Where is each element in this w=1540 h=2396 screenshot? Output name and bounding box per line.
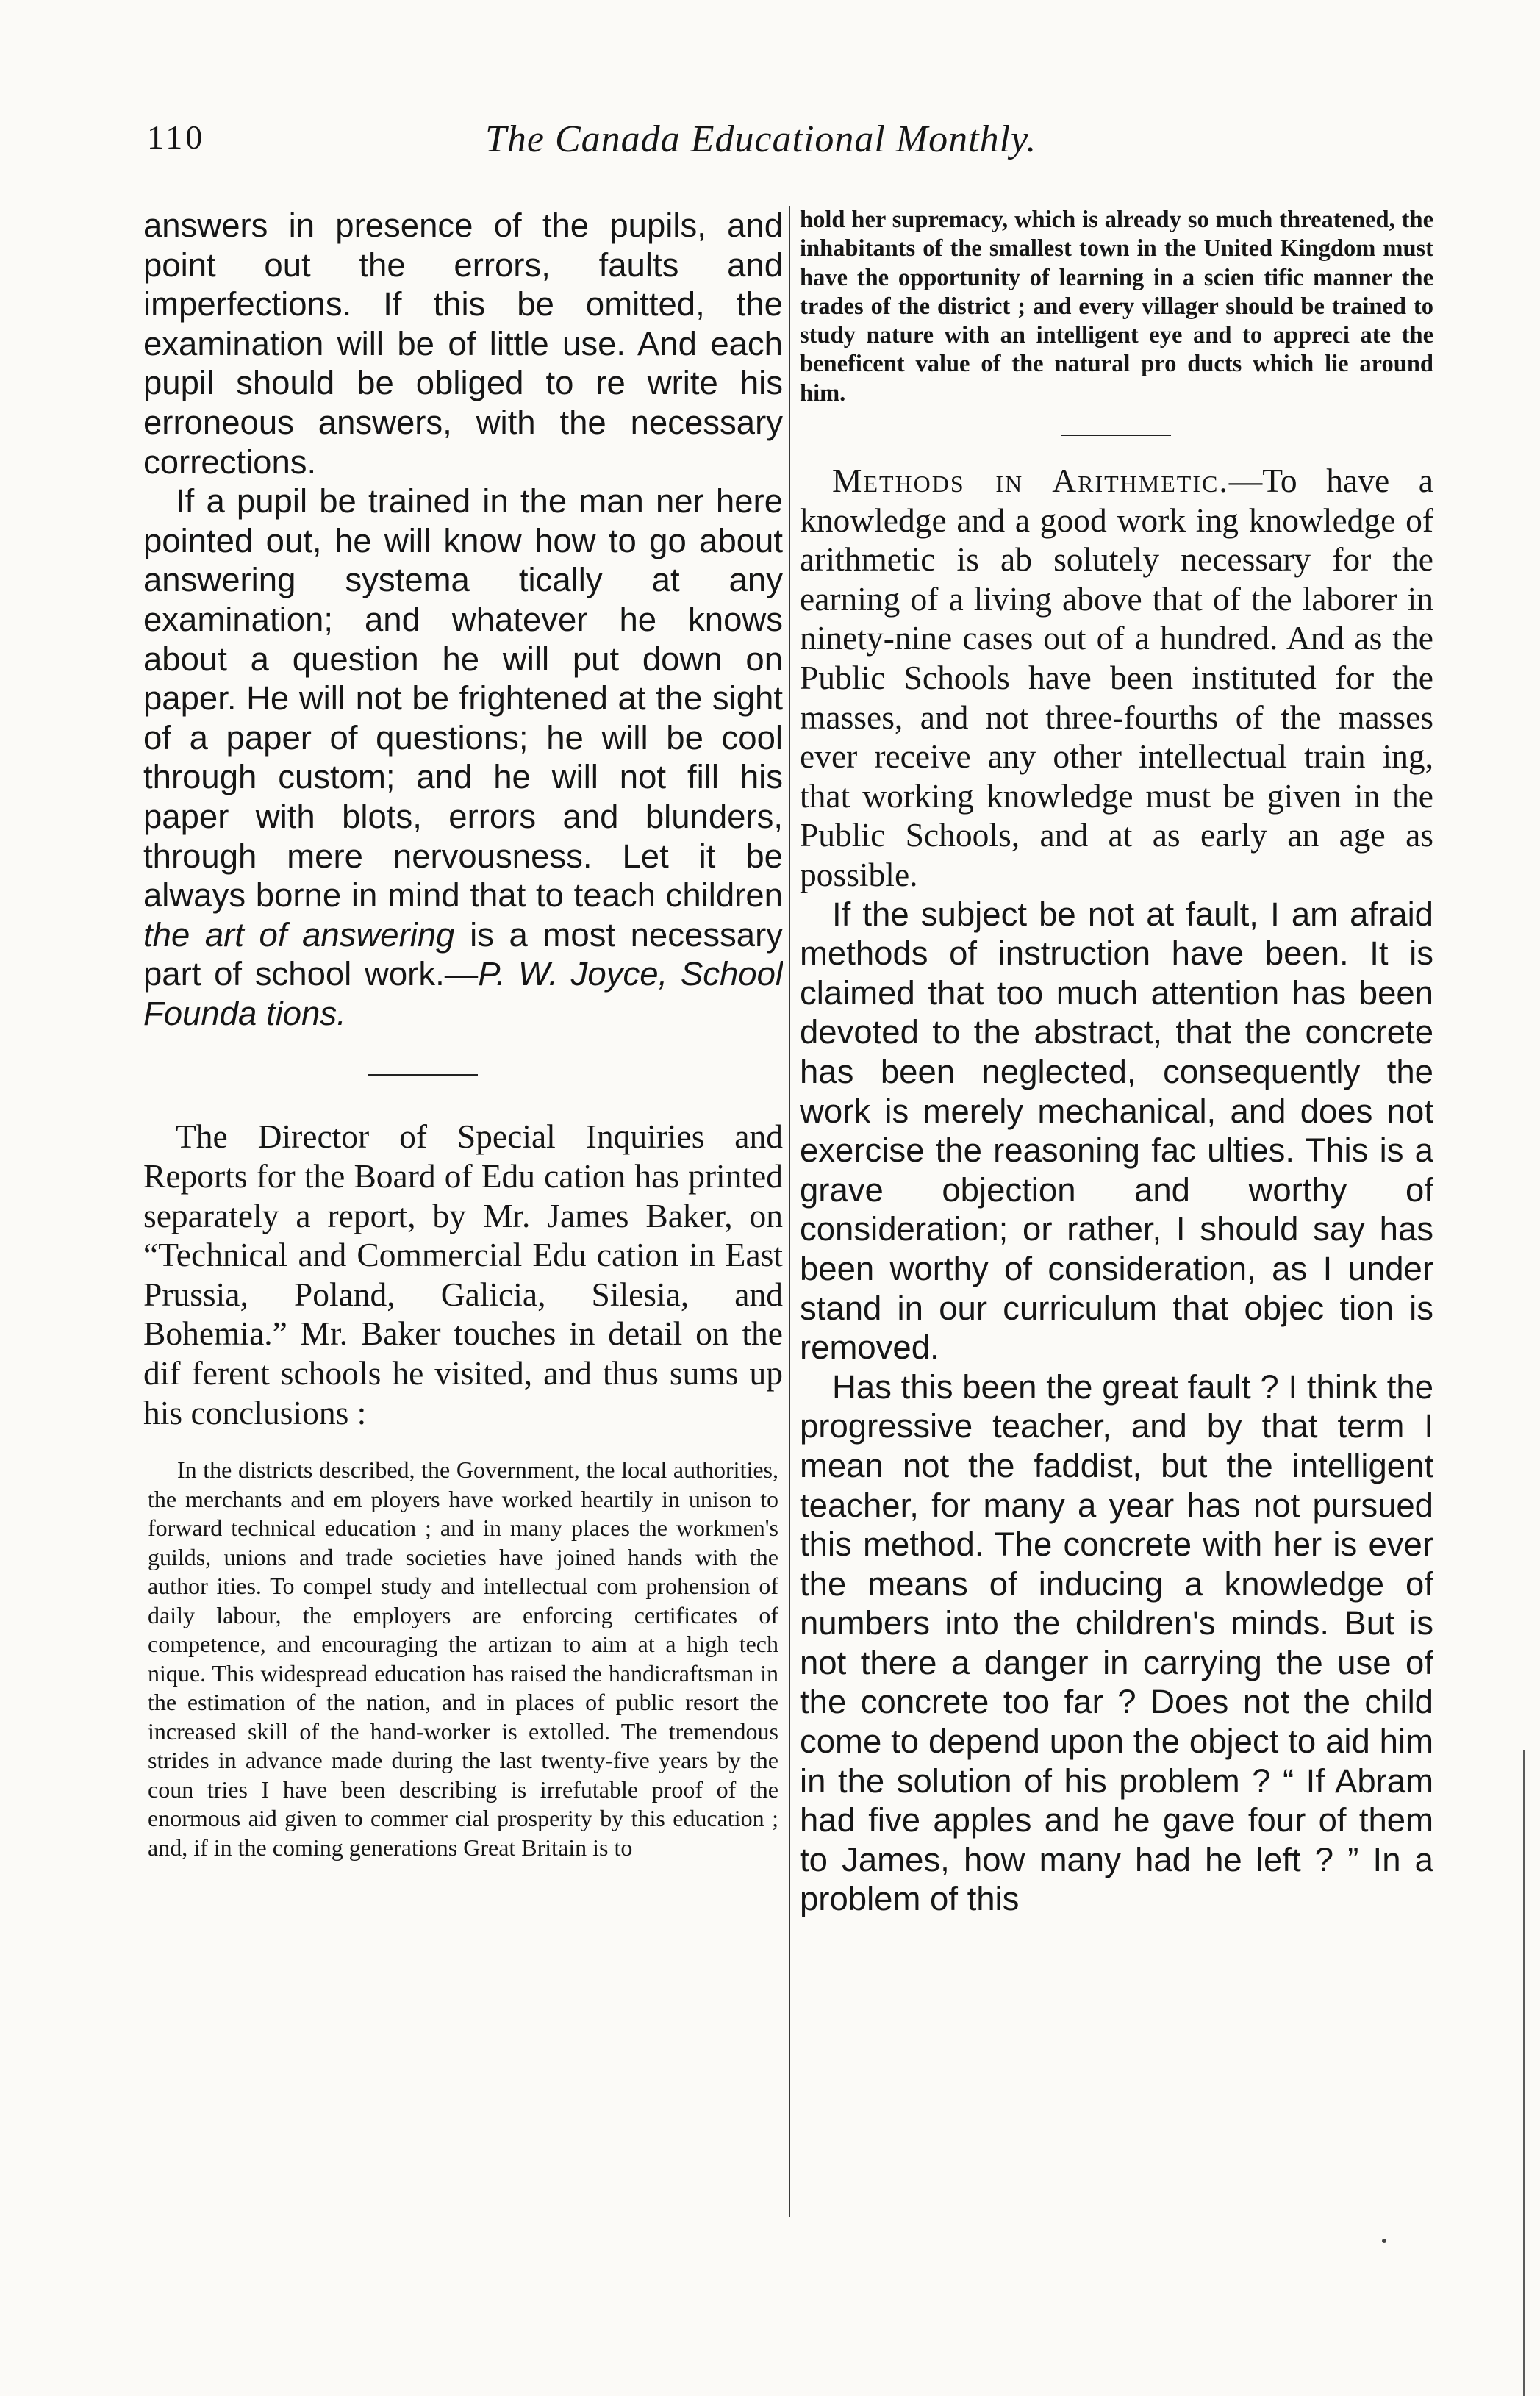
baker-quotation: In the districts described, the Government, the local authorities, the merchants and em ployers have worked heartily in unison to forward technical education ; and in many places the workmen's guilds, unions and trade societies have joined hands with the author ities. To compel study and intellectual com prohension of daily labour, the employers are enforcing certificates of competence, and encouraging the artizan to aim at a high tech nique. This widespread education has raised the handicraftsman in the estimation of the nation, and in places of public resort the increased skill of the hand-worker is extolled. The tremendous strides in advance made during the last twenty-five years by the coun tries I have been describing is irrefutable proof of the enormous aid given to commer cial prosperity by this education ; and, if in the coming generations Great Britain is to [148, 1456, 778, 1861]
page-number: 110 [147, 118, 206, 156]
arithmetic-paragraph-3: Has this been the great fault ? I think the progressive teacher, and by that term I mean not the faddist, but the intelligent teacher, for many a year has not pursued this method. The concrete with her is ever the means of inducing a knowledge of numbers into the children's minds. But is not there a danger in carrying the use of the concrete too far ? Does not the child come to depend upon the object to aid him in the solution of his problem ? “ If Abram had five apples and he gave four of them to James, how many had he left ? ” In a problem of this [800, 1367, 1433, 1918]
section-separator [368, 1074, 478, 1076]
baker-quotation-continued: hold her supremacy, which is already so much threatened, the inhabitants of the smallest town in the United Kingdom must have the opportunity of learning in a scien tific manner the trades of the district ; and every villager should be trained to study nature with an intelligent eye and to appreci ate the beneficent value of the natural pro ducts which lie around him. [800, 207, 1433, 407]
left-paragraph-3: The Director of Special Inquiries and Reports for the Board of Edu cation has printed separately a report, by Mr. James Baker, on “Technical and Commercial Edu cation in East Prussia, Poland, Galicia, Silesia, and Bohemia.” Mr. Baker touches in detail on the dif ferent schools he visited, and thus sums up his conclusions : [143, 1117, 783, 1431]
left-column [143, 206, 783, 2250]
page-header [147, 118, 1426, 169]
section-separator [1061, 435, 1171, 436]
arithmetic-paragraph-2: If the subject be not at fault, I am afraid methods of instruction have been. It is claimed that too much attention has been devoted to the abstract, that the concrete has been neglected, consequently the work is merely mechanical, and does not exercise the reasoning fac ulties. This is a grave objection and worthy of consideration; or rather, I should say has been worthy of consideration, as I under stand in our curriculum that objec tion is removed. [800, 895, 1433, 1367]
art-of-answering-italic: the art of answering [143, 915, 455, 954]
stray-mark [1382, 2239, 1386, 2243]
left-paragraph-1: answers in presence of the pupils, and point out the errors, faults and imperfections. If this be omitted, the examination will be of little use. And each pupil should be obliged to re write his erroneous answers, with the necessary corrections. [143, 207, 783, 481]
left-paragraph-2 [143, 482, 783, 1033]
left-paragraph-2-text: If a pupil be trained in the man ner here pointed out, he will know how to go about answering systema tically at any examination; and whatever he knows about a question he will put down on paper. He will not be frightened at the sight of a paper of questions; he will be cool through custom; and he will not fill his paper with blots, errors and blunders, through mere nervousness. Let it be always borne in mind that to teach children [143, 482, 783, 915]
running-title: The Canada Educational Monthly. [485, 118, 1037, 160]
right-column [800, 206, 1433, 2250]
arithmetic-paragraph-1 [800, 461, 1433, 895]
arithmetic-paragraph-1-text: —To have a knowledge and a good work ing knowledge of arithmetic is ab solutely necessary for the earning of a living above that of the laborer in ninety-nine cases out of a hundred. And as the Public Schools have been instituted for the masses, and not three-fourths of the masses ever receive any other intellectual train ing, that working knowledge must be given in the Public Schools, and at as early an age as possible. [800, 462, 1433, 894]
left-paragraph-2-end: is a most necessary part of school work.— [143, 915, 783, 993]
page-edge-rule [1523, 1750, 1525, 2396]
joyce-attribution: P. W. Joyce, School Founda tions. [143, 955, 783, 1032]
column-divider [789, 206, 790, 2217]
arithmetic-heading: Methods in Arithmetic. [832, 462, 1229, 500]
